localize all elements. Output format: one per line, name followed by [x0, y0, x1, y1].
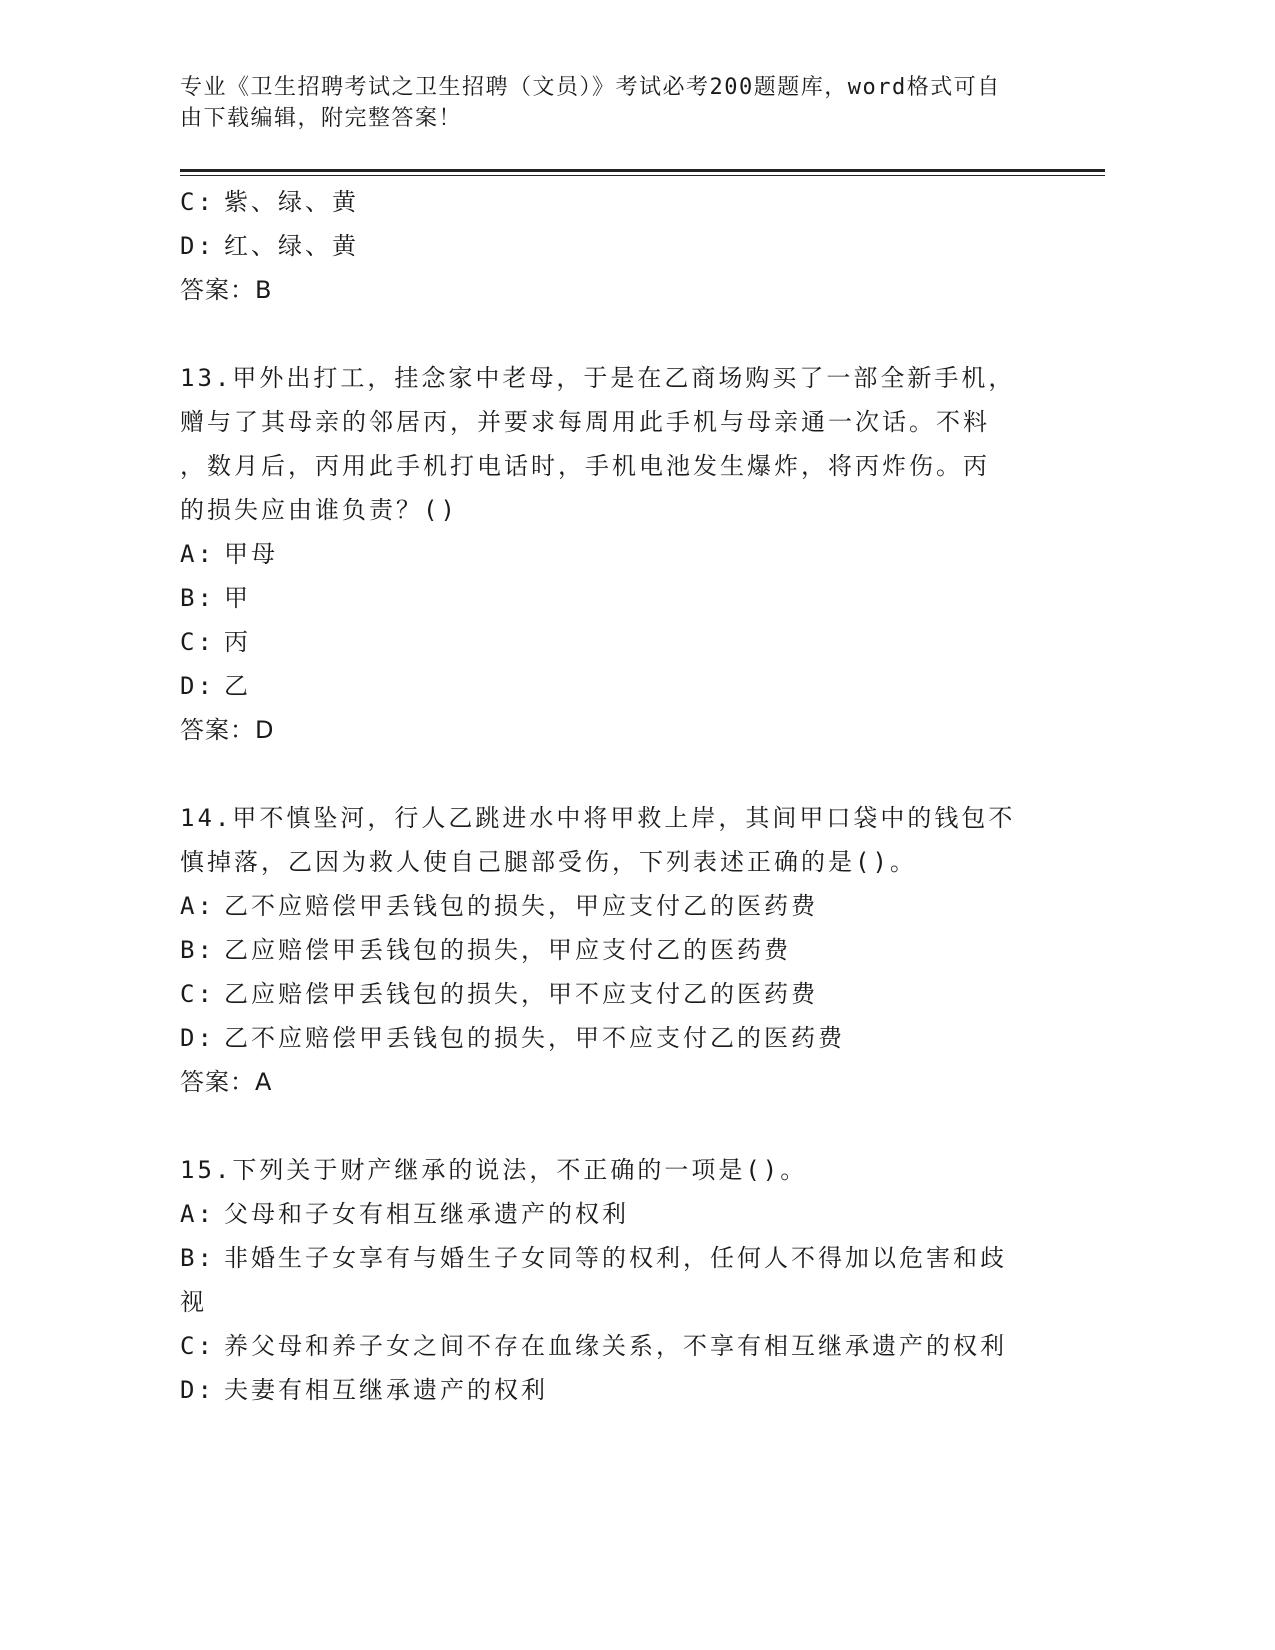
option-text: 紫、绿、黄: [224, 188, 359, 216]
document-body: [180, 180, 1050, 1412]
option-c: [180, 180, 1050, 224]
option-label: D:: [180, 1376, 215, 1404]
option-d: [180, 1016, 1050, 1060]
option-text: 红、绿、黄: [224, 232, 359, 260]
option-label: B:: [180, 584, 215, 612]
option-label: B:: [180, 936, 215, 964]
question-13: [180, 356, 1050, 752]
option-text: 夫妻有相互继承遗产的权利: [224, 1376, 548, 1404]
question-15: [180, 1148, 1050, 1412]
question-text-line: 14.甲不慎坠河，行人乙跳进水中将甲救上岸，其间甲口袋中的钱包不: [180, 804, 1016, 832]
option-label: C:: [180, 980, 215, 1008]
option-a: [180, 532, 1050, 576]
option-c: [180, 620, 1050, 664]
option-text: 乙不应赔偿甲丢钱包的损失，甲应支付乙的医药费: [224, 892, 818, 920]
question-text-line: 13.甲外出打工，挂念家中老母，于是在乙商场购买了一部全新手机，: [180, 364, 1016, 392]
option-b: [180, 576, 1050, 620]
header-rule-thick: [180, 169, 1105, 172]
question-text-line: ，数月后，丙用此手机打电话时，手机电池发生爆炸，将丙炸伤。丙: [180, 452, 990, 480]
option-label: A:: [180, 540, 215, 568]
question-text-line: 的损失应由谁负责？(): [180, 496, 458, 524]
option-text: 乙不应赔偿甲丢钱包的损失，甲不应支付乙的医药费: [224, 1024, 845, 1052]
document-header: [180, 72, 1060, 134]
option-text: 乙应赔偿甲丢钱包的损失，甲应支付乙的医药费: [224, 936, 791, 964]
option-b: [180, 1236, 1050, 1280]
option-d: [180, 664, 1050, 708]
header-rule-thin: [180, 175, 1105, 176]
option-label: B:: [180, 1244, 215, 1272]
header-line-1: 专业《卫生招聘考试之卫生招聘（文员）》考试必考200题题库，word格式可自: [180, 75, 1001, 100]
header-line-2: 由下载编辑，附完整答案！: [180, 106, 463, 131]
option-text: 乙: [224, 672, 251, 700]
option-label: C:: [180, 628, 215, 656]
option-label: C:: [180, 1332, 215, 1360]
option-text: 养父母和养子女之间不存在血缘关系，不享有相互继承遗产的权利: [224, 1332, 1007, 1360]
option-d: [180, 1368, 1050, 1412]
option-c: [180, 972, 1050, 1016]
option-c: [180, 1324, 1050, 1368]
option-b-continuation: 视: [180, 1288, 207, 1316]
question-14: [180, 796, 1050, 1104]
answer-line: 答案：D: [180, 716, 275, 744]
answer-line: 答案：B: [180, 276, 273, 304]
option-text: 甲母: [224, 540, 278, 568]
question-text-line: 慎掉落，乙因为救人使自己腿部受伤，下列表述正确的是()。: [180, 848, 917, 876]
option-label: D:: [180, 1024, 215, 1052]
option-label: A:: [180, 1200, 215, 1228]
option-a: [180, 1192, 1050, 1236]
question-text-line: 15.下列关于财产继承的说法，不正确的一项是()。: [180, 1156, 808, 1184]
option-label: D:: [180, 672, 215, 700]
option-label: C:: [180, 188, 215, 216]
option-text: 父母和子女有相互继承遗产的权利: [224, 1200, 629, 1228]
option-label: A:: [180, 892, 215, 920]
option-text: 乙应赔偿甲丢钱包的损失，甲不应支付乙的医药费: [224, 980, 818, 1008]
option-b: [180, 928, 1050, 972]
option-label: D:: [180, 232, 215, 260]
answer-line: 答案：A: [180, 1068, 273, 1096]
question-text-line: 赠与了其母亲的邻居丙，并要求每周用此手机与母亲通一次话。不料: [180, 408, 990, 436]
option-text: 丙: [224, 628, 251, 656]
option-d: [180, 224, 1050, 268]
option-text: 非婚生子女享有与婚生子女同等的权利，任何人不得加以危害和歧: [224, 1244, 1007, 1272]
option-text: 甲: [224, 584, 251, 612]
option-a: [180, 884, 1050, 928]
